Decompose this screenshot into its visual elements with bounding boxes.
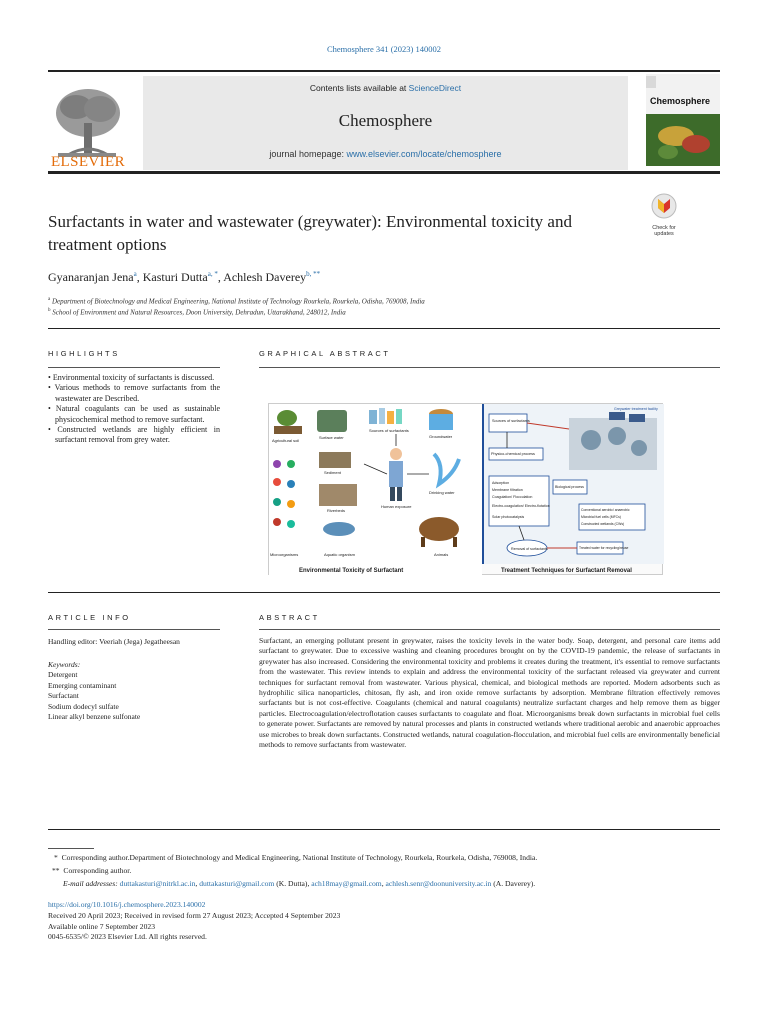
cover-title: Chemosphere	[650, 96, 711, 106]
author-affiliation-mark[interactable]: a	[133, 270, 137, 278]
doi-link[interactable]: https://doi.org/10.1016/j.chemosphere.2023.140002	[48, 900, 206, 909]
journal-homepage-link[interactable]: www.elsevier.com/locate/chemosphere	[346, 149, 502, 159]
ga-right-caption: Treatment Techniques for Surfactant Removal	[501, 568, 632, 574]
ga-label-agricultural-soil: Agricultural soil	[272, 438, 300, 443]
keyword: Emerging contaminant	[48, 680, 117, 690]
available-online: Available online 7 September 2023	[48, 921, 155, 931]
graphical-abstract-image	[269, 404, 664, 576]
handling-editor: Handling editor: Veeriah (Jega) Jegatheesan	[48, 637, 180, 646]
copyright: 0045-6535/© 2023 Elsevier Ltd. All rights reserved.	[48, 932, 207, 942]
highlight-item: • Natural coagulants can be used as sustainable physicochemical method to remove surfactant.	[48, 404, 220, 425]
keyword: Surfactant	[48, 691, 79, 700]
abstract-text: Surfactant, an emerging pollutant present in greywater, raises the toxicity levels in the water body. Soap, detergent, and personal care items add surfactant to greywater. Due to excessive washing and cleaning procedures brought on by the COVID-19 pandemic, the release of surfactants in greywater has also increased. Considering the environmental toxicity and problems it creates during the treatment, it's essential to remove surfactants from the wastewater. This review intends to explain and address the environmental toxicity of the surfactant released via greywater and current techniques for surfactant removal from wastewater. Various physical, chemical, and biological methods are reported. Modern adsorbents such as hydrophilic silica nanoparticles, chitosan, fly ash, and iron oxide remove surfactants by adsorption. Membrane filtration effectively removes surfactants but is not cost-effective. Coagulants (chemical and natural coagulants) neutralize surfactant charges and help remove them as bigger particles. Electrocoagulation/electroflotation causes surfactants to coagulate and float. Microorganisms break down surfactants in microbial fuel cells to generate power. Surfactants are removed by natural processes and plants in constructed wetlands where traditional aerobic and anaerobic approaches use microbes to break down surfactants. Constructed wetlands, natural coagulation-flocculation, and microbial fuel cells are environmentally beneficial methods to remove surfactants from wastewater.	[259, 636, 720, 750]
email-suffix: (A. Daverey).	[491, 879, 536, 888]
contents-prefix: Contents lists available at	[309, 83, 409, 93]
ga-label-sources: Sources of surfactants	[369, 428, 409, 433]
affiliation-b	[48, 308, 346, 316]
publication-details	[48, 900, 340, 943]
highlights-divider	[48, 367, 220, 368]
highlight-item: • Various methods to remove surfactants from the wastewater are Described.	[48, 383, 220, 404]
author-name[interactable]: Achlesh Daverey	[223, 270, 307, 284]
ga-label-microorganisms: Microorganisms	[270, 552, 299, 557]
crossmark-label	[647, 225, 681, 237]
elsevier-wordmark: ELSEVIER	[50, 154, 126, 170]
abstract-heading: ABSTRACT	[259, 613, 320, 622]
highlight-item: • Environmental toxicity of surfactants is discussed.	[48, 373, 220, 383]
ga-right-label-adsorption: Adsorption	[492, 481, 510, 485]
ga-right-label-sources: Sources of surfactants	[492, 419, 530, 423]
footnote-corresponding-1	[54, 853, 537, 862]
highlight-item: • Constructed wetlands are highly efficient in surfactant removal from grey water.	[48, 425, 220, 446]
affiliation-mark: b	[48, 308, 51, 313]
author-separator: ,	[217, 270, 224, 284]
received-dates: Received 20 April 2023; Received in revised form 27 August 2023; Accepted 4 September 2023	[48, 910, 341, 920]
ga-right-label-mfc: Microbial fuel cells (MFCs)	[581, 515, 621, 519]
ga-right-label-removal: Removal of surfactants	[511, 547, 548, 551]
ga-label-sediment: Sediment	[324, 470, 341, 475]
ga-label-human-exposure: Human exposure	[381, 504, 412, 509]
ga-label-riverbeds: Riverbeds	[327, 508, 346, 513]
article-title: Surfactants in water and wastewater (greywater): Environmental toxicity and treatment options	[48, 212, 572, 254]
ga-label-animals: Animals	[434, 552, 449, 557]
article-info-heading: ARTICLE INFO	[48, 613, 131, 622]
ga-label-groundwater: Groundwater	[429, 434, 453, 439]
graphical-abstract-divider	[259, 367, 720, 368]
email-link[interactable]: ach18may@gmail.com	[311, 879, 382, 888]
ga-right-label-coagulation: Coagulation/ Flocculation	[492, 495, 533, 499]
article-info-block	[48, 637, 220, 723]
affiliation-text: Department of Biotechnology and Medical Engineering, National Institute of Technology Rourkela, Rourkela, Odisha, 769008, India	[51, 297, 425, 306]
header-info-box	[143, 76, 628, 170]
keyword: Linear alkyl benzene sulfonate	[48, 712, 141, 721]
footnote-emails: E-mail addresses: duttakasturi@nitrkl.ac.in, duttakasturi@gmail.com (K. Dutta), ach18may@gmail.com, achlesh.senr@doonuniversity.ac.in (A. Daverey).	[63, 879, 536, 888]
author-affiliation-mark[interactable]: b, **	[306, 270, 321, 278]
crossmark-line-2: updates	[654, 231, 674, 237]
author-separator: ,	[136, 270, 143, 284]
footnote-divider	[48, 848, 94, 849]
affiliation-a	[48, 297, 425, 305]
email-link[interactable]: duttakasturi@gmail.com	[199, 879, 275, 888]
author-affiliation-mark[interactable]: a, *	[207, 270, 218, 278]
sciencedirect-link[interactable]: ScienceDirect	[408, 83, 462, 93]
cover-artwork	[646, 74, 720, 166]
footnote-mark: *	[54, 853, 58, 862]
email-link[interactable]: achlesh.senr@doonuniversity.ac.in	[385, 879, 492, 888]
email-suffix: (K. Dutta),	[274, 879, 312, 888]
homepage-prefix: journal homepage:	[269, 149, 347, 159]
ga-right-label-facility: Greywater treatment facility	[614, 407, 658, 411]
divider	[48, 829, 720, 830]
ga-right-label-treated: Treated water for recycling/reuse	[579, 546, 629, 550]
ga-label-surface-water: Surface water	[319, 435, 344, 440]
crossmark-line-1: Check for	[652, 225, 676, 231]
journal-reference-link[interactable]: Chemosphere 341 (2023) 140002	[326, 44, 442, 54]
author-name[interactable]: Kasturi Dutta	[142, 270, 208, 284]
divider	[48, 592, 720, 593]
highlights-list	[48, 373, 220, 446]
graphical-abstract-figure[interactable]	[268, 403, 663, 575]
ga-left-caption: Environmental Toxicity of Surfactant	[299, 568, 404, 574]
author-name[interactable]: Gyanaranjan Jena	[48, 270, 134, 284]
homepage-line	[143, 149, 628, 159]
footnote-text: Corresponding author.Department of Biotechnology and Medical Engineering, National Institute of Technology, Rourkela, Rourkela, Odisha, 769008, India.	[61, 853, 538, 862]
ga-label-aquatic: Aquatic organism	[324, 552, 355, 557]
ga-right-label-conventional: Conventional aerobic/ anaerobic	[581, 508, 630, 512]
ga-right-label-biological: Biological process	[555, 485, 584, 489]
crossmark-icon	[651, 193, 677, 219]
article-info-divider	[48, 629, 220, 630]
ga-right-label-solar: Solar photocatalysis	[492, 515, 525, 519]
journal-cover-image[interactable]	[646, 74, 720, 166]
ga-right-label-physico: Physico-chemical process	[491, 452, 535, 456]
email-link[interactable]: duttakasturi@nitrkl.ac.in	[119, 879, 196, 888]
abstract-divider	[259, 629, 720, 630]
ga-right-label-cw: Constructed wetlands (CWs)	[581, 522, 625, 526]
keyword: Sodium dodecyl sulfate	[48, 701, 119, 711]
journal-header	[48, 70, 720, 174]
ga-label-drinking-water: Drinking water	[429, 490, 455, 495]
author-list	[48, 270, 320, 285]
journal-title: Chemosphere	[338, 111, 433, 130]
divider	[48, 328, 720, 329]
keywords-label: Keywords:	[48, 659, 81, 669]
email-label: E-mail addresses:	[63, 879, 118, 888]
ga-right-label-electro: Electro-coagulation/ Electro-flotation	[492, 504, 550, 508]
contents-available-line	[143, 83, 628, 93]
footnote-text: Corresponding author.	[63, 866, 132, 875]
footnote-corresponding-2	[52, 866, 131, 875]
ga-right-label-membrane: Membrane filtration	[492, 488, 523, 492]
graphical-abstract-heading: GRAPHICAL ABSTRACT	[259, 349, 391, 358]
footnote-mark: **	[52, 866, 60, 875]
affiliation-mark: a	[48, 297, 51, 302]
affiliation-text: School of Environment and Natural Resources, Doon University, Dehradun, Uttarakhand, 248012, India	[52, 308, 346, 317]
highlights-heading: HIGHLIGHTS	[48, 349, 120, 358]
keyword: Detergent	[48, 670, 78, 679]
check-for-updates-badge[interactable]	[647, 193, 681, 237]
